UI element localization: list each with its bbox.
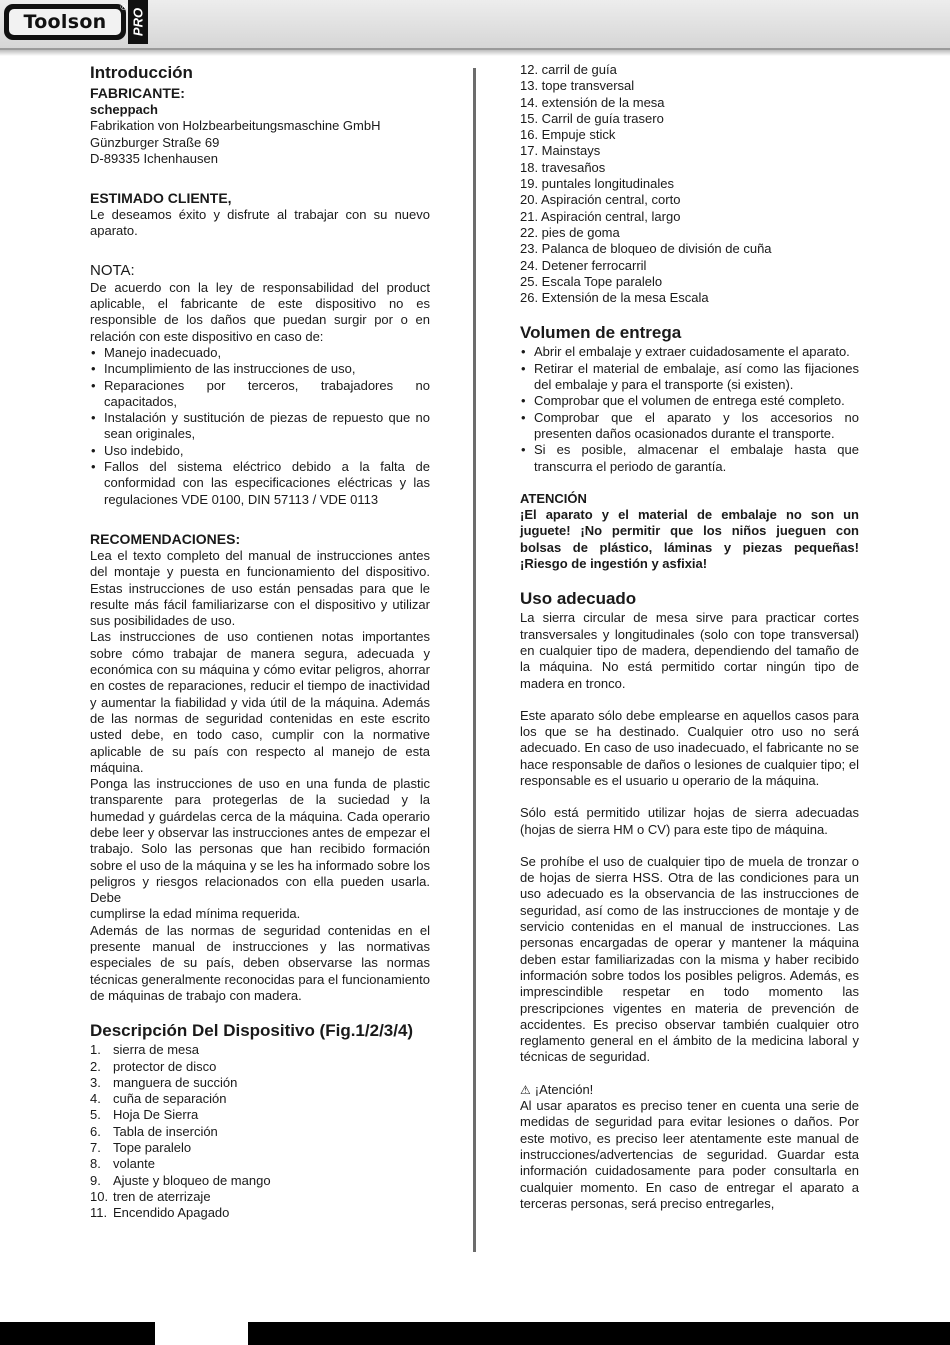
proper-use-paragraph: Sólo está permitido utilizar hojas de sierra adecuadas (hojas de sierra HM o CV) para este tipo de máquina. [520,805,859,837]
list-item: 17. Mainstays [520,143,601,159]
recommendations-title: RECOMENDACIONES: [90,530,241,547]
pro-badge [128,0,148,44]
manufacturer-name: scheppach [90,102,158,117]
list-item: 6. Tabla de inserción [90,1123,218,1139]
recommendations-paragraph: Las instrucciones de uso contienen notas importantes sobre cómo trabajar de manera segura, adecuada y económica con su máquina y cómo evitar peligros, ahorrar en costes de reparaciones, reducir el tiempo de inactividad y aumentar la fiabilidad y vida útil de la máquina. Además de las normas de seguridad contenidas en este escrito usted debe, en todo caso, cumplir con la normative aplicable de su país con respecto al manejo de esta máquina. [90,629,430,775]
attention-text: ¡El aparato y el material de embalaje no son un juguete! ¡No permitir que los niños jueguen con bolsas de plástico, láminas y piezas pequeñas! ¡Riesgo de ingestión y asfixia! [520,507,859,572]
manufacturer-title: FABRICANTE: [90,85,185,101]
list-item: 1. sierra de mesa [90,1042,199,1058]
device-parts-list-continued [520,62,859,306]
delivery-list [520,344,859,474]
warning-heading [520,1082,859,1098]
list-item: 25. Escala Tope paralelo [520,273,663,289]
logo-text: Toolson [8,8,122,36]
list-item: 11. Encendido Apagado [90,1205,230,1221]
list-item: 19. puntales longitudinales [520,176,674,192]
list-item: 2. protector de disco [90,1058,217,1074]
list-item: 26. Extensión de la mesa Escala [520,290,709,306]
warning-text: Al usar aparatos es preciso tener en cuenta una serie de medidas de seguridad para evitar lesiones o daños. Por este motivo, es preciso leer atentamente este manual de instrucciones/advertencias de seguridad. Guardar esta información cuidadosamente para poder consultarla en cualquier momento. En caso de entregar el aparato a terceras personas, será preciso entregarles, [520,1098,859,1211]
proper-use-paragraph: Este aparato sólo debe emplearse en aquellos casos para los que se ha destinado. Cualquier otro uso no será adecuado. En caso de uso inadecuado, el fabricante no se hace responsable de daños o lesiones de cualquier tipo; el responsable es el usuario u operario de la máquina. [520,707,859,788]
list-item: 20. Aspiración central, corto [520,192,681,208]
note-text: De acuerdo con la ley de responsabilidad del product aplicable, el fabricante de este dispositivo no es responsible de los daños que puedan surgir por o en relación con este dispositivo en caso de: [90,279,430,344]
list-item: 13. tope transversal [520,78,635,94]
warning-label: ¡Atención! [534,1081,594,1097]
proper-use-paragraph: La sierra circular de mesa sirve para practicar cortes transversales y longitudinales (solo con tope transversal) en cualquier tipo de madera, dependiendo del tamaño de la máquina. No está permitido cortar ningún tipo de madera en tronco. [520,610,859,691]
delivery-item: • Comprobar que el volumen de entrega esté completo. [520,393,859,409]
list-item: 16. Empuje stick [520,127,616,143]
right-column [520,62,859,1212]
left-column [90,62,430,1222]
proper-use-paragraph: Se prohíbe el uso de cualquier tipo de muela de tronzar o de hojas de sierra HSS. Otra de las condiciones para un uso adecuado es la observancia de las instrucciones de seguridad, así como de las instrucciones de montaje y de servicio contenidas en el manual de instrucciones. Las personas encargadas de operar y mantener la máquina deben estar familiarizadas con la misma y haber recibido información sobre todos los posibles peligros. Además, es imprescindible respetar en todo momento las prescripciones vigentes en materia de prevención de accidentes. Es preciso observar también cualquier otro reglamento general en el ámbito de la medicina laboral y técnicas de seguridad. [520,853,859,1065]
list-item: 3. manguera de succión [90,1074,238,1090]
note-item: • Incumplimiento de las instrucciones de uso, [90,361,430,377]
page-number-box [155,1322,248,1345]
attention-title: ATENCIÓN [520,490,587,506]
customer-text: Le deseamos éxito y disfrute al trabajar con su nuevo aparato. [90,207,430,239]
delivery-item: • Abrir el embalaje y extraer cuidadosamente el aparato. [520,344,859,360]
manufacturer-line: D-89335 Ichenhausen [90,150,218,166]
note-item: • Fallos del sistema eléctrico debido a la falta de conformidad con las especificaciones eléctricas y las regulaciones VDE 0100, DIN 57113 / VDE 0113 [90,459,430,508]
device-description-title: Descripción Del Dispositivo (Fig.1/2/3/4) [90,1021,414,1041]
warning-icon: ⚠ [520,1082,531,1097]
list-item: 21. Aspiración central, largo [520,208,681,224]
delivery-item: • Si es posible, almacenar el embalaje hasta que transcurra el periodo de garantía. [520,442,859,475]
delivery-item: • Comprobar que el aparato y los accesorios no presenten daños ocasionados durante el transporte. [520,410,859,443]
footer-bar [0,1322,950,1345]
proper-use-title: Uso adecuado [520,589,637,609]
manufacturer-line: Fabrikation von Holzbearbeitungsmaschine GmbH [90,118,381,134]
list-item: 15. Carril de guía trasero [520,110,664,126]
note-title: NOTA: [90,261,135,279]
list-item: 23. Palanca de bloqueo de división de cuña [520,241,772,257]
header-shadow [0,50,950,56]
note-item: • Uso indebido, [90,443,430,459]
list-item: 4. cuña de separación [90,1091,227,1107]
column-divider [473,68,476,1252]
list-item: 22. pies de goma [520,224,620,240]
customer-title: ESTIMADO CLIENTE, [90,190,232,207]
list-item: 8. volante [90,1156,155,1172]
recommendations-paragraph: Ponga las instrucciones de uso en una funda de plastic transparente para protegerlas de la suciedad y la humedad y guárdelas cerca de la máquina. Cada operario debe leer y observar las instrucciones antes de empezar el trabajo. Solo las personas que han recibido formación sobre el uso de la máquina y se les ha informado sobre los peligros y riesgos relacionados con ella pueden usarla. Debe [90,776,430,906]
note-item: • Reparaciones por terceros, trabajadores no capacitados, [90,378,430,411]
registered-mark: ® [120,2,127,12]
intro-title: Introducción [90,63,193,82]
recommendations-paragraph: cumplirse la edad mínima requerida. [90,906,301,922]
delivery-item: • Retirar el material de embalaje, así como las fijaciones del embalaje y para el transporte (si existen). [520,361,859,394]
device-parts-list [90,1042,430,1221]
toolson-logo [4,4,126,40]
list-item: 10. tren de aterrizaje [90,1188,211,1204]
recommendations-paragraph: Lea el texto completo del manual de instrucciones antes del montaje y puesta en funcionamiento del dispositivo. Estas instrucciones de uso están pensadas para que le resulte más fácil familiarizarse con el dispositivo y utilizar sus posibilidades de uso. [90,547,430,629]
list-item: 14. extensión de la mesa [520,94,665,110]
recommendations-paragraph: Además de las normas de seguridad contenidas en el presente manual de instrucciones y las normativas especiales de su país, deben observarse las normas técnicas generalmente reconocidas para el funcionamiento de máquinas de trabajo con madera. [90,922,430,1003]
note-item: • Manejo inadecuado, [90,345,430,361]
list-item: 9. Ajuste y bloqueo de mango [90,1172,271,1188]
pro-label: PRO [130,7,146,37]
list-item: 18. travesaños [520,159,606,175]
list-item: 7. Tope paralelo [90,1140,192,1156]
note-item: • Instalación y sustitución de piezas de repuesto que no sean originales, [90,410,430,443]
list-item: 12. carril de guía [520,62,617,77]
note-list [90,345,430,508]
delivery-title: Volumen de entrega [520,323,682,343]
manufacturer-line: Günzburger Straße 69 [90,134,220,150]
list-item: 24. Detener ferrocarril [520,257,647,273]
list-item: 5. Hoja De Sierra [90,1107,199,1123]
